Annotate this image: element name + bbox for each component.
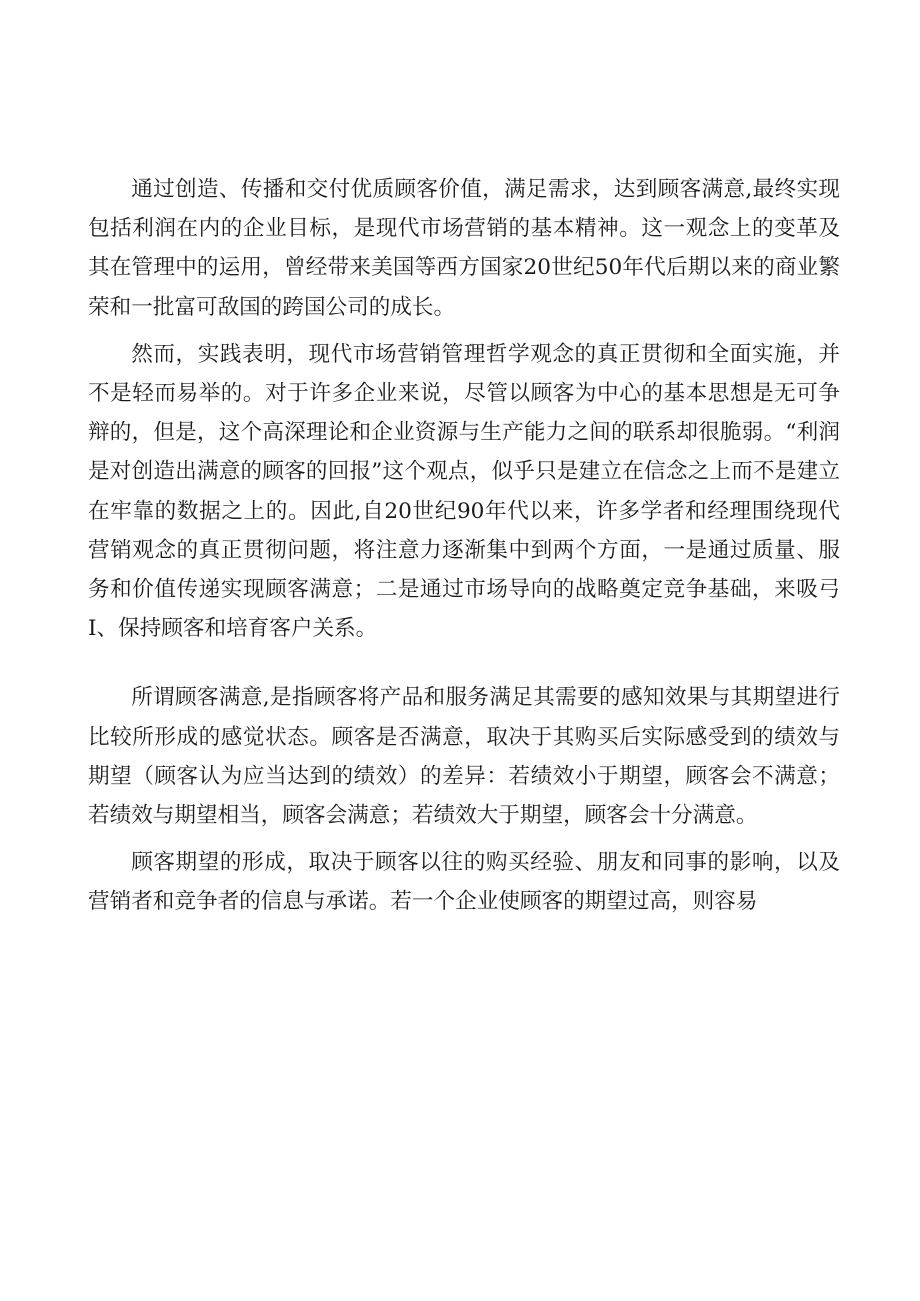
paragraph: 通过创造、传播和交付优质顾客价值，满足需求，达到顾客满意,最终实现包括利润在内的企业目标，是现代市场营销的基本精神。这一观念上的变革及其在管理中的运用，曾经带来美国等西方国家20世纪50年代后期以来的商业繁荣和一批富可敌国的跨国公司的成长。	[88, 177, 840, 320]
paragraph: 然而，实践表明，现代市场营销管理哲学观念的真正贯彻和全面实施，并不是轻而易举的。对于许多企业来说，尽管以顾客为中心的基本思想是无可争辩的，但是，这个高深理论和企业资源与生产能力之间的联系却很脆弱。“利润是对创造出满意的顾客的回报”这个观点，似乎只是建立在信念之上而不是建立在牢靠的数据之上的。因此,自20世纪90年代以来，许多学者和经理围绕现代营销观念的真正贯彻问题，将注意力逐渐集中到两个方面，一是通过质量、服务和价值传递实现顾客满意；二是通过市场导向的战略奠定竞争基础，来吸弓I、保持顾客和培育客户关系。	[88, 341, 840, 642]
paragraph: 顾客期望的形成，取决于顾客以往的购买经验、朋友和同事的影响，以及营销者和竞争者的信息与承诺。若一个企业使顾客的期望过高，则容易	[88, 850, 840, 915]
document-body	[88, 170, 840, 922]
paragraph: 所谓顾客满意,是指顾客将产品和服务满足其需要的感知效果与其期望进行比较所形成的感觉状态。顾客是否满意，取决于其购买后实际感受到的绩效与期望（顾客认为应当达到的绩效）的差异：若绩效小于期望，顾客会不满意；若绩效与期望相当，顾客会满意；若绩效大于期望，顾客会十分满意。	[88, 685, 840, 829]
